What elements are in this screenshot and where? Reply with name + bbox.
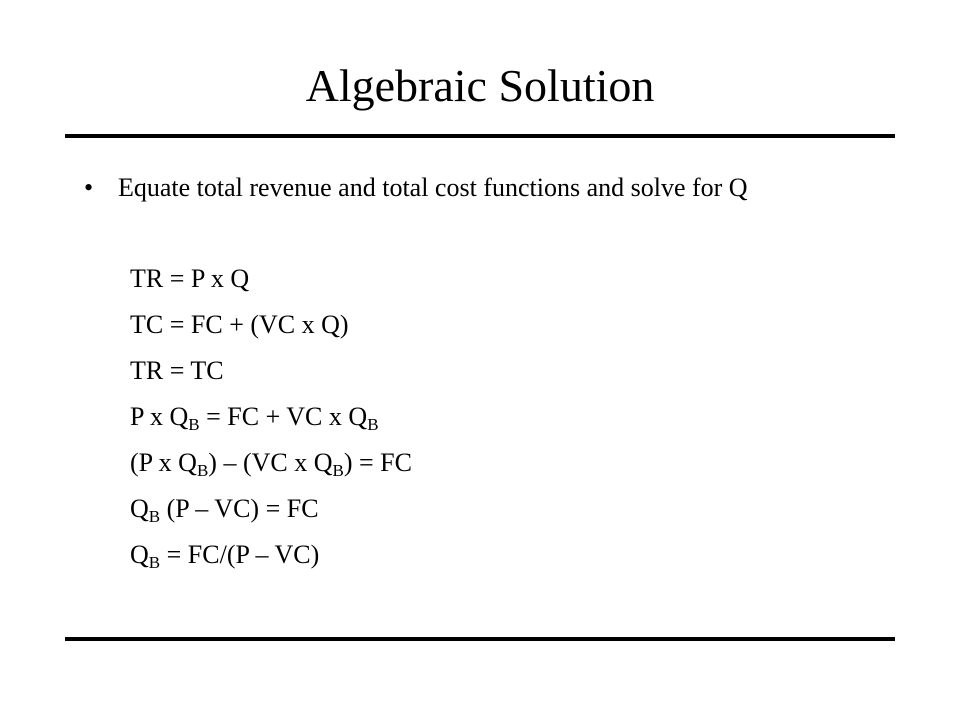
bullet-text: Equate total revenue and total cost functions and solve for Q bbox=[118, 173, 748, 202]
equation-breakeven-solution bbox=[130, 532, 412, 578]
equation-part: (P x Q bbox=[130, 448, 197, 477]
equation-breakeven-rearranged bbox=[130, 440, 412, 486]
equation-breakeven-setup bbox=[130, 394, 412, 440]
title-divider-line bbox=[65, 134, 895, 138]
bullet-item bbox=[84, 170, 874, 206]
equation-text: TC = FC + (VC x Q) bbox=[130, 310, 349, 339]
equation-total-revenue bbox=[130, 256, 412, 302]
equation-part: Q bbox=[130, 540, 149, 569]
equation-revenue-equals-cost bbox=[130, 348, 412, 394]
equation-text: TR = TC bbox=[130, 356, 224, 385]
subscript-b: B bbox=[148, 553, 161, 572]
equation-breakeven-factored bbox=[130, 486, 412, 532]
equation-part: Q bbox=[130, 494, 149, 523]
equation-part: = FC/(P – VC) bbox=[160, 540, 320, 569]
equation-part: (P – VC) = FC bbox=[160, 494, 319, 523]
subscript-b: B bbox=[332, 461, 344, 480]
equation-list bbox=[130, 256, 412, 578]
equation-part: = FC + VC x Q bbox=[199, 402, 368, 431]
equation-part: ) – (VC x Q bbox=[208, 448, 333, 477]
subscript-b: B bbox=[188, 415, 200, 434]
slide-title: Algebraic Solution bbox=[305, 60, 655, 111]
equation-part: ) = FC bbox=[343, 448, 412, 477]
subscript-b: B bbox=[367, 415, 379, 434]
equation-total-cost bbox=[130, 302, 412, 348]
equation-part: P x Q bbox=[130, 402, 189, 431]
subscript-b: B bbox=[148, 507, 161, 526]
subscript-b: B bbox=[196, 461, 209, 480]
bottom-divider-line bbox=[65, 637, 895, 641]
equation-text: TR = P x Q bbox=[130, 264, 250, 293]
bullet-marker: • bbox=[84, 173, 94, 202]
